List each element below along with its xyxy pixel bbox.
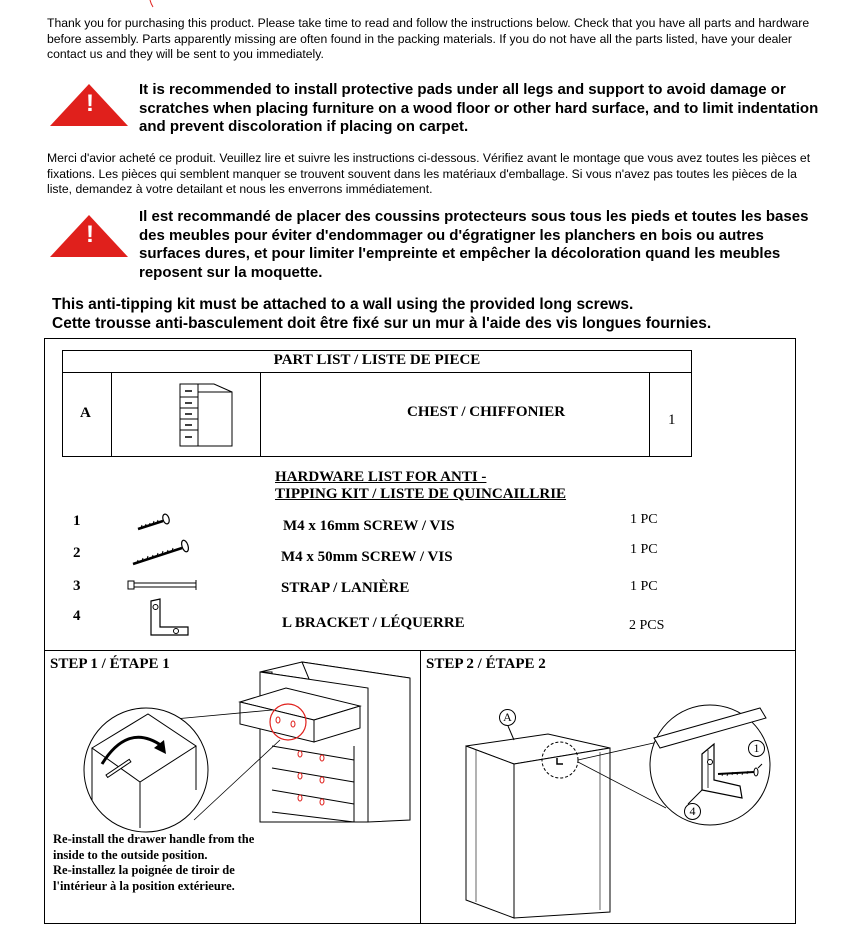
step2-illustration — [420, 650, 796, 924]
part-list-title: PART LIST / LISTE DE PIECE — [273, 352, 481, 368]
warning-exclamation: ! — [86, 221, 94, 248]
warning-english: It is recommended to install protective pads under all legs and support to avoid damage or scratches when placing furniture on a wood floor or other hard surface, and to limit indentation and prevent discoloration if placing on carpet. — [139, 81, 819, 135]
hardware-qty: 1 PC — [630, 512, 658, 527]
anti-tip-english: This anti-tipping kit must be attached to a wall using the provided long screws. — [52, 296, 634, 313]
step2-title: STEP 2 / ÉTAPE 2 — [426, 656, 546, 672]
top-red-mark — [0, 0, 856, 10]
chest-icon — [178, 380, 238, 450]
step1-caption: Re-install the drawer handle from the inside to the outside position. Re-installez la poignée de tiroir de l'intérieur à la position extérieure. — [53, 832, 255, 893]
callout-4: 4 — [684, 803, 701, 820]
long-screw-icon — [130, 538, 195, 568]
callout-a: A — [499, 709, 516, 726]
hardware-title-line2: TIPPING KIT / LISTE DE QUINCAILLRIE — [275, 486, 567, 502]
hardware-qty: 1 PC — [630, 542, 658, 557]
hardware-name: M4 x 50mm SCREW / VIS — [281, 549, 453, 565]
hardware-name: L BRACKET / LÉQUERRE — [282, 615, 465, 631]
step1-title: STEP 1 / ÉTAPE 1 — [50, 656, 170, 672]
short-screw-icon — [135, 512, 175, 532]
hardware-num: 4 — [73, 608, 81, 624]
strap-icon — [126, 578, 202, 592]
step1-illustration — [44, 650, 420, 830]
hardware-num: 3 — [73, 578, 81, 594]
part-id: A — [80, 405, 91, 421]
hardware-qty: 2 PCS — [629, 618, 665, 633]
callout-1: 1 — [748, 740, 765, 757]
intro-french: Merci d'avior acheté ce produit. Veuillez lire et suivre les instructions ci-dessous. Vérifiez avant le montage que vous avez toutes les pièces et fixations. Les pièces qui semblent manquer se trouvent souvent dans les matériaux d'emballage. Si vous n'avez pas toutes les pièces de la liste, demandez à votre detailant et nous les enverrons immédiatement. — [47, 151, 811, 196]
warning-french: Il est recommandé de placer des coussins protecteurs sous tous les pieds et toutes les bases des meubles pour éviter d'endommager ou d'égratigner les planchers en bois ou autres surfaces dures, et pour limiter l'empreinte et empêcher la décoloration quand les meubles reposent sur la moquette. — [139, 208, 809, 281]
hardware-num: 1 — [73, 513, 81, 529]
hardware-title-line1: HARDWARE LIST FOR ANTI - — [275, 469, 487, 485]
hardware-num: 2 — [73, 545, 81, 561]
hardware-name: M4 x 16mm SCREW / VIS — [283, 518, 455, 534]
part-qty: 1 — [668, 412, 676, 428]
hardware-name: STRAP / LANIÈRE — [281, 580, 410, 596]
l-bracket-icon — [148, 597, 193, 639]
part-name: CHEST / CHIFFONIER — [407, 404, 566, 420]
anti-tip-french: Cette trousse anti-basculement doit être fixé sur un mur à l'aide des vis longues fournies. — [52, 315, 712, 332]
warning-exclamation: ! — [86, 90, 94, 117]
intro-english: Thank you for purchasing this product. Please take time to read and follow the instructions below. Check that you have all parts and hardware before assembly. Parts apparently missing are often found in the packing materials. If you do not have all the parts listed, have your dealer contact us and they will be sent to you immediately. — [47, 16, 810, 61]
hardware-qty: 1 PC — [630, 579, 658, 594]
